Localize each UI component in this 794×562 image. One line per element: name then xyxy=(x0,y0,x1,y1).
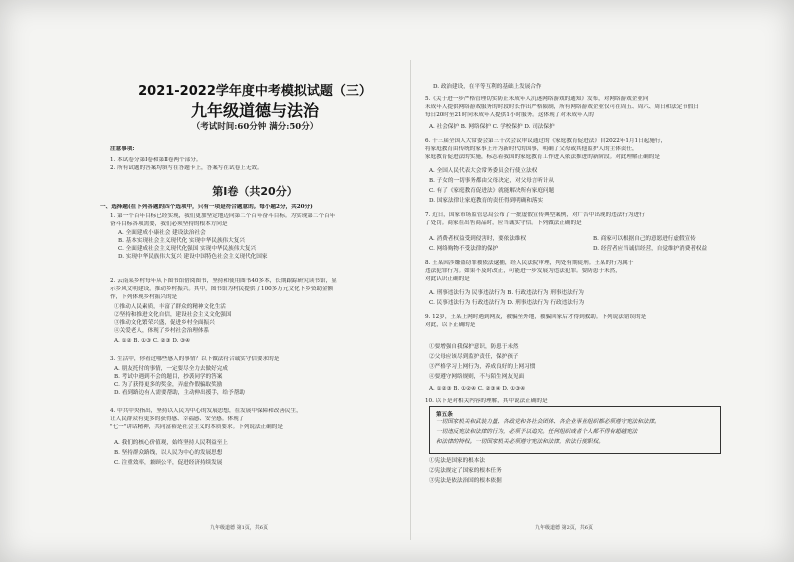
q2-statement: ②坚持和推进文化自信，建设社会主义文化强国 xyxy=(114,312,232,318)
excerpt-row: 和法律的特权。一切国家机关必须遵守宪法和法律，依法行使职权。 xyxy=(436,439,604,445)
q6-option: A. 全国人民代表大会常务委员会行使立法权 xyxy=(429,168,538,174)
q2-statement: ①推动人民素质，丰富了群众的精神文化生活 xyxy=(114,304,226,310)
exam-title-subject: 九年级道德与法治 xyxy=(190,101,319,120)
q9-options: A. ①②③ B. ①②④ C. ②③④ D. ①③④ xyxy=(429,386,526,392)
q7-option: C. 网络购物不受法律的保护 xyxy=(429,246,499,252)
q9-line: 对此，以下正确的是 xyxy=(425,322,476,328)
section-heading: 第Ⅰ卷（共20分） xyxy=(212,185,298,198)
q6-option: D. 国家法律让家庭教育的责任得到明确和落实 xyxy=(429,198,544,204)
notice-heading: 注意事项: xyxy=(110,146,135,152)
q2-line: 作，下列体现乡村振兴的是 xyxy=(110,294,178,300)
q5-options: A. 社会保护 B. 网络保护 C. 学校保护 D. 司法保护 xyxy=(429,124,555,130)
q10-statement: ③宪法是依法治国的根本依据 xyxy=(429,478,502,484)
q8-line: 8. 王某因涉嫌盗窃罪被依法逮捕，经人民法院审理，判处有期徒刑。王某的行为属于 xyxy=(425,260,634,266)
constitution-excerpt-box xyxy=(429,406,721,454)
q3-option: D. 看到路边有人需要帮助，主动伸出援手，给予帮助 xyxy=(114,390,245,396)
q6-option: C. 有了《家庭教育促进法》就能解决所有家庭问题 xyxy=(429,188,555,194)
excerpt-row: 一切国家机关和武装力量、各政党和各社会团体、各企业事业组织都必须遵守宪法和法律。 xyxy=(436,419,660,425)
q2-line: 示乡风文明建设，推动乡村振兴。其中，图书馆为村民提供了100多万元文化下乡资助金额 xyxy=(110,286,334,292)
exam-title-year: 2021-2022学年度中考模拟试题（三） xyxy=(138,84,372,99)
q8-option: A. 刑事违法行为 民事违法行为 B. 行政违法行为 刑事违法行为 xyxy=(429,290,584,296)
q1-option: B. 基本实现社会主义现代化 实现中华民族伟大复兴 xyxy=(118,238,245,244)
q3-line: 3. 生活中，你看过哪些感人的事情？以下做法符合诚实守信要求的是 xyxy=(110,356,280,362)
q5-line: 未成年人提供网络游戏服务的时段时长作出严格限制，所有网络游戏企业仅可在周五、周六、周日和法定节假日 xyxy=(425,104,700,110)
q7-line: 7. 近日，国家市场监管总局公布了一批虚假宣传典型案例，对广告中出现的违法行为进行 xyxy=(425,212,645,218)
q2-options: A. ①② B. ①③ C. ②③ D. ③④ xyxy=(114,338,191,344)
q6-option: B. 子女的一切事务都由父母决定，对父母言听计从 xyxy=(429,178,555,184)
q10-statement: ①宪法是国家的根本法 xyxy=(429,458,485,464)
excerpt-row: 一切违反宪法和法律的行为，必须予以追究。任何组织或者个人都不得有超越宪法 xyxy=(436,429,638,435)
q1-option: C. 全面建成社会主义现代化强国 实现中华民族伟大复兴 xyxy=(118,246,257,252)
q2-statement: ④关爱老人，体现了乡村社会治理体系 xyxy=(114,328,210,334)
q9-statement: ③严格学习上网行为，养成良好的上网习惯 xyxy=(429,364,536,370)
page-footer: 九年级道德 第1页，共6页 xyxy=(210,525,268,531)
q4-option: C. 注重效率，兼顾公平，促进经济持续发展 xyxy=(114,460,223,466)
q6-line: 6. 十三届全国人大常委会第三十次会议审议通过的《家庭教育促进法》自2022年1月1日起施行， xyxy=(425,138,667,144)
q9-statement: ②父母应该尽到监护责任，保护孩子 xyxy=(429,354,519,360)
exam-time-score: （考试时间:60分钟 满分:50分） xyxy=(191,122,319,132)
q1-option: D. 实现中华民族伟大复兴 建设中国特色社会主义现代化国家 xyxy=(118,254,268,260)
q4-option: B. 坚持群众路线，以人民为中心的发展思想 xyxy=(114,450,223,456)
q7-option: A. 消费者权益受到侵害时，要依法维权 xyxy=(429,236,527,242)
q5-line: 5.《关于进一步严格管理切实防止未成年人沉迷网络游戏的通知》发布，对网络游戏企业向 xyxy=(425,96,649,102)
notice-item-1: 1. 本试卷分第Ⅰ卷和第Ⅱ卷两个部分。 xyxy=(110,157,202,163)
q3-option: C. 为了获得更多的奖金，弄虚作假骗取奖励 xyxy=(114,382,223,388)
page-footer: 九年级道德 第2页，共6页 xyxy=(535,525,593,531)
q1-option: A. 全面建成小康社会 建设法治社会 xyxy=(118,230,206,236)
q4-option: A. 我们的核心价值观，始终坚持人民利益至上 xyxy=(114,440,228,446)
q2-line: 2. 云南某乡村每年从下图书馆借阅图书，坚持和使用图书40多本，长期跟踪研究读书馆，显 xyxy=(110,278,337,284)
q9-statement: ①要增强自我保护意识，防患于未然 xyxy=(429,344,519,350)
q8-line: 对此认识正确的是 xyxy=(425,276,470,282)
left-page xyxy=(100,0,400,562)
q1-line: 1. 第一个百年目标已经实现，我们更加坚定地迈向第二个百年奋斗目标。为实现第二个百年 xyxy=(110,213,336,219)
q7-option: D. 经营者应当诚信经营，自觉维护消费者权益 xyxy=(593,246,708,252)
q1-line: 奋斗目标各项需要，我们必须坚持的根本方向是 xyxy=(110,221,228,227)
q3-option: B. 考试中遇到不会的题目，抄袭同学的答案 xyxy=(114,374,223,380)
q6-line: 将家庭教育由传统的家事上升为新时代的国事，明确了父母或其他监护人的主体责任， xyxy=(425,146,638,152)
q3-option: A. 朋友托付的事情，一定要尽全力去做好完成 xyxy=(114,366,228,372)
q5-line: 每日20时至21时向未成年人提供1小时服务。这体现了对未成年人的 xyxy=(425,112,594,118)
q10-line: 10. 以下是对相关内容的理解，其中说法正确的是 xyxy=(425,398,548,404)
q7-line: 了处罚。商家在出售商品时，应当诚实守信。下列做法正确的是 xyxy=(425,220,582,226)
instructions: 一、选择题(在下列各题的四个选项中，只有一项是符合题意的。每小题2分，共20分) xyxy=(100,204,313,210)
q6-line: 家庭教育促进法的实施，标志着我国的家庭教育工作进入依法推进的新阶段。对此理解正确的是 xyxy=(425,154,660,160)
q9-line: 9. 12岁，王某上网时遇到网友，被骗至外地，被骗回家后才得到救助。下列说法错误的是 xyxy=(425,314,647,320)
q4-option: D. 政治建设，在平等互利的基础上发展合作 xyxy=(433,84,542,90)
q4-line: 4. 中共中央指出，坚持以人民为中心的发展思想，在发展中保障和改善民生， xyxy=(110,408,302,414)
q4-line: "七一"讲话精神，共同富裕是社会主义的本质要求。下列说法正确的是 xyxy=(110,424,283,430)
q7-option: B. 商家可以根据自己的意愿进行虚假宣传 xyxy=(593,236,696,242)
q9-statement: ④要遵守网络规则，不与陌生网友见面 xyxy=(429,374,525,380)
q4-line: 让人民群众有更多的获得感、幸福感、安全感。体现了 xyxy=(110,416,245,422)
notice-item-2: 2. 所有试题的答案均填写在答题卡上，答案写在试卷上无效。 xyxy=(110,165,263,171)
right-page xyxy=(425,0,750,562)
q2-statement: ③推动文化繁荣兴盛，促进乡村全面振兴 xyxy=(114,320,215,326)
page-divider xyxy=(410,60,411,540)
q8-line: 违法犯罪行为。如果不及时改正，可能进一步发展为违法犯罪。要防患于未然， xyxy=(425,268,621,274)
q8-option: C. 民事违法行为 行政违法行为 D. 刑事违法行为 行政违法行为 xyxy=(429,300,585,306)
q10-statement: ②宪法规定了国家的根本任务 xyxy=(429,468,502,474)
excerpt-heading: 第五条 xyxy=(436,412,453,418)
